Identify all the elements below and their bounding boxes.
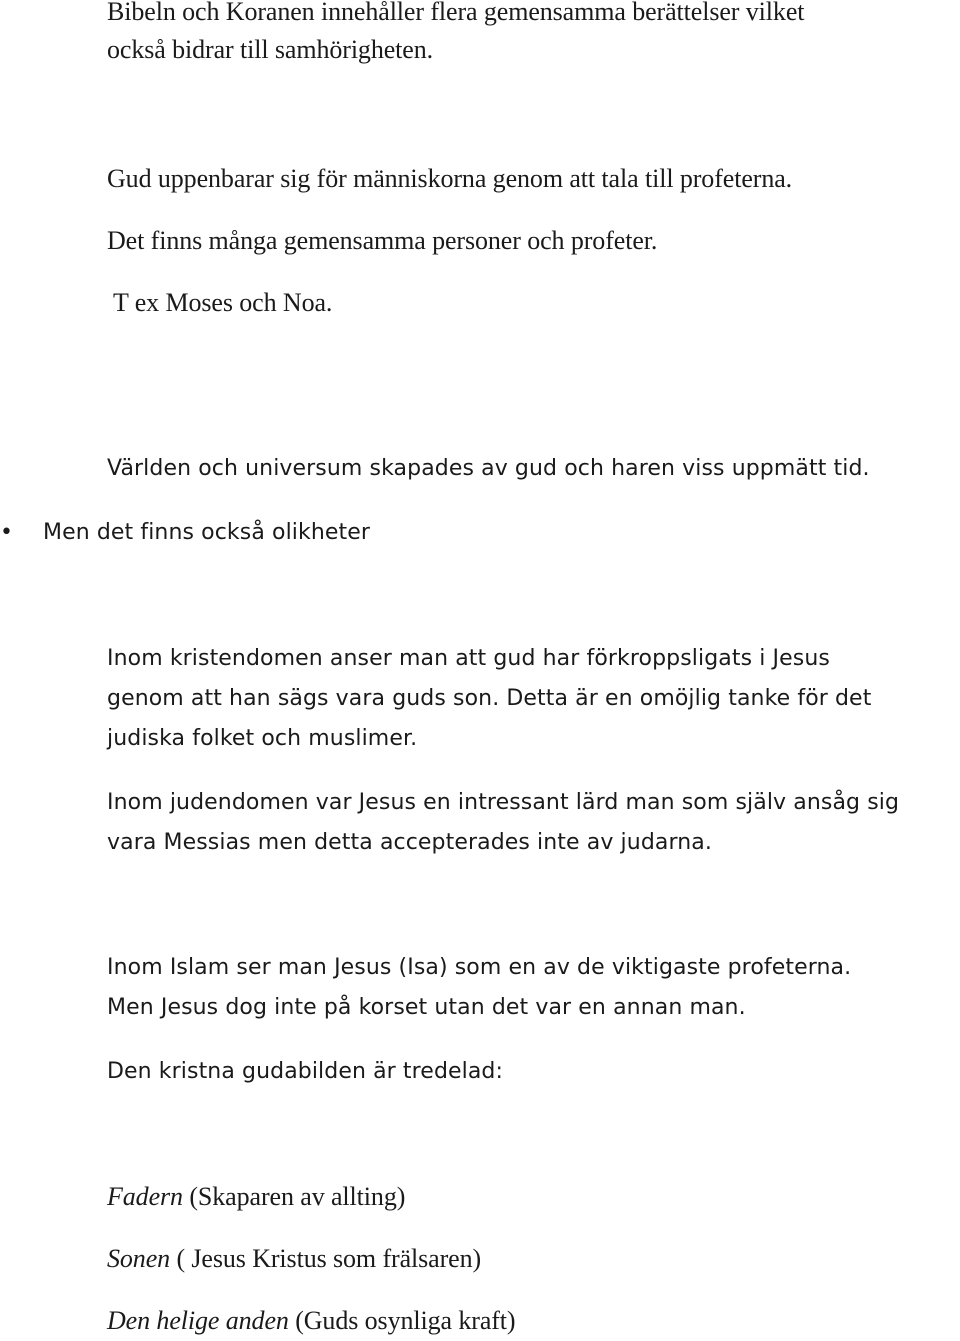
trinity-description: (Guds osynliga kraft) xyxy=(288,1306,516,1335)
trinity-item xyxy=(107,1306,516,1336)
bullet-icon: • xyxy=(0,520,13,545)
text-line: judiska folket och muslimer. xyxy=(107,726,418,751)
text-line: Men Jesus dog inte på korset utan det var en annan man. xyxy=(107,995,746,1020)
trinity-term: Fadern xyxy=(107,1182,183,1211)
text-line: Gud uppenbarar sig för människorna genom att tala till profeterna. xyxy=(107,164,793,193)
trinity-description: ( Jesus Kristus som frälsaren) xyxy=(170,1244,482,1273)
text-line: Det finns många gemensamma personer och profeter. xyxy=(107,226,658,255)
text-line: Men det finns också olikheter xyxy=(43,520,371,545)
trinity-description: (Skaparen av allting) xyxy=(182,1182,406,1211)
text-line: genom att han sägs vara guds son. Detta är en omöjlig tanke för det xyxy=(107,686,872,711)
text-line: Inom Islam ser man Jesus (Isa) som en av de viktigaste profeterna. xyxy=(107,955,852,980)
text-line: vara Messias men detta accepterades inte av judarna. xyxy=(107,830,712,855)
text-line: Världen och universum skapades av gud och haren viss uppmätt tid. xyxy=(107,456,870,481)
trinity-item xyxy=(107,1182,405,1212)
trinity-term: Den helige anden xyxy=(107,1306,289,1335)
trinity-term: Sonen xyxy=(107,1244,171,1273)
text-line: Inom judendomen var Jesus en intressant lärd man som själv ansåg sig xyxy=(107,790,900,815)
text-line: Bibeln och Koranen innehåller flera gemensamma berättelser vilket xyxy=(107,0,805,26)
text-line: också bidrar till samhörigheten. xyxy=(107,35,434,64)
text-line: T ex Moses och Noa. xyxy=(113,288,333,317)
text-line: Inom kristendomen anser man att gud har förkroppsligats i Jesus xyxy=(107,646,830,671)
trinity-item xyxy=(107,1244,481,1274)
text-line: Den kristna gudabilden är tredelad: xyxy=(107,1059,504,1084)
